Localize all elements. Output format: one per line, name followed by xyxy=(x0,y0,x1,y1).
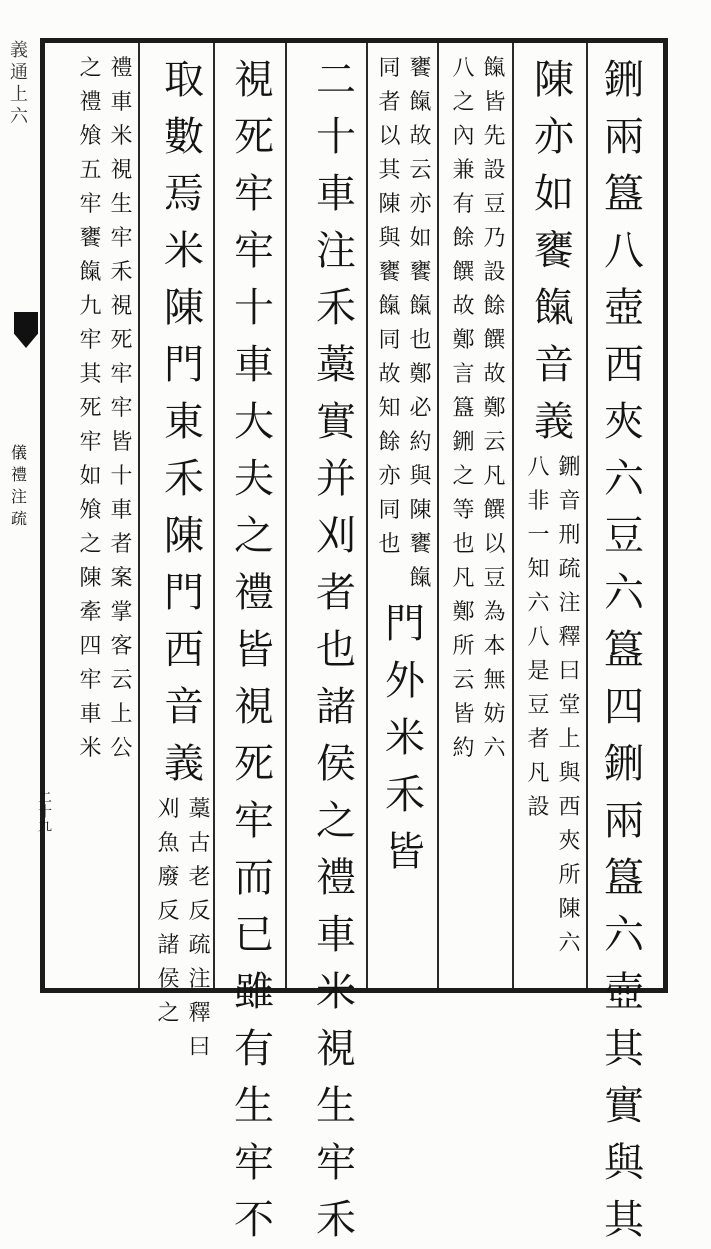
commentary-char: 牢 xyxy=(110,396,133,421)
commentary-char: 餼 xyxy=(409,90,432,115)
main-char: 車 xyxy=(234,342,274,388)
commentary-char: 饔 xyxy=(378,260,401,285)
commentary-char: 侯 xyxy=(157,967,180,992)
commentary-char: 古 xyxy=(188,831,211,856)
main-char: 視 xyxy=(234,57,274,103)
commentary-char: 死 xyxy=(79,396,102,421)
main-char: 門 xyxy=(164,342,204,388)
main-char: 禾 xyxy=(316,285,356,331)
margin-char: 義 xyxy=(10,40,28,61)
commentary-char: 掌 xyxy=(110,600,133,625)
column-rule xyxy=(285,43,287,988)
main-char: 兩 xyxy=(604,798,644,844)
commentary-char: 皆 xyxy=(110,430,133,455)
commentary-char: 也 xyxy=(452,532,475,557)
main-char: 與 xyxy=(604,1140,644,1186)
commentary-left xyxy=(449,52,478,982)
commentary-char: 知 xyxy=(527,557,550,582)
commentary-char: 所 xyxy=(452,634,475,659)
main-char: 鉶 xyxy=(604,741,644,787)
commentary-char: 案 xyxy=(110,566,133,591)
main-char: 生 xyxy=(316,1083,356,1129)
main-char: 夾 xyxy=(604,399,644,445)
commentary-char: 凡 xyxy=(527,761,550,786)
main-char: 如 xyxy=(534,171,574,217)
margin-char: 上 xyxy=(10,84,28,105)
main-char: 東 xyxy=(164,399,204,445)
commentary-char: 皆 xyxy=(452,702,475,727)
main-char: 米 xyxy=(316,969,356,1015)
commentary-char: 四 xyxy=(79,634,102,659)
commentary-char: 凡 xyxy=(452,566,475,591)
commentary-char: 視 xyxy=(110,294,133,319)
main-char: 禾 xyxy=(385,772,425,818)
commentary-char: 堂 xyxy=(558,693,581,718)
main-char: 門 xyxy=(385,601,425,647)
commentary-char: 乃 xyxy=(483,226,506,251)
commentary-char: 陳 xyxy=(409,498,432,523)
main-char: 牢 xyxy=(234,1140,274,1186)
commentary-char: 釋 xyxy=(188,1001,211,1026)
main-char: 并 xyxy=(316,456,356,502)
commentary-char: 廢 xyxy=(157,865,180,890)
commentary-char: 如 xyxy=(79,464,102,489)
commentary-char: 六 xyxy=(558,931,581,956)
commentary-char: 饔 xyxy=(409,532,432,557)
main-text-column xyxy=(308,52,364,1243)
commentary-char: 等 xyxy=(452,498,475,523)
main-char: 者 xyxy=(316,570,356,616)
commentary-char: 豆 xyxy=(483,192,506,217)
commentary-char: 之 xyxy=(79,532,102,557)
main-char: 禾 xyxy=(316,1197,356,1243)
commentary-char: 饌 xyxy=(483,498,506,523)
commentary-char: 也 xyxy=(378,532,401,557)
commentary-char: 亦 xyxy=(409,192,432,217)
commentary-char: 凡 xyxy=(483,464,506,489)
main-char: 簋 xyxy=(604,171,644,217)
commentary-char: 曰 xyxy=(558,659,581,684)
commentary-char: 牢 xyxy=(79,192,102,217)
commentary-char: 上 xyxy=(110,702,133,727)
commentary-char: 餼 xyxy=(409,566,432,591)
commentary-char: 反 xyxy=(188,899,211,924)
commentary-char: 故 xyxy=(378,362,401,387)
margin-char: 六 xyxy=(10,106,28,127)
commentary-char: 約 xyxy=(409,430,432,455)
main-char: 其 xyxy=(604,1197,644,1243)
main-char: 米 xyxy=(164,228,204,274)
commentary-char: 其 xyxy=(79,362,102,387)
commentary-char: 牢 xyxy=(79,430,102,455)
commentary-char: 餼 xyxy=(79,260,102,285)
commentary-char: 生 xyxy=(110,192,133,217)
main-char: 米 xyxy=(385,715,425,761)
main-char: 不 xyxy=(234,1197,274,1243)
mixed-column xyxy=(154,52,214,1060)
commentary-char: 者 xyxy=(527,727,550,752)
commentary-char: 視 xyxy=(110,158,133,183)
commentary-char: 兼 xyxy=(452,158,475,183)
commentary-char: 飧 xyxy=(79,498,102,523)
main-char: 四 xyxy=(604,684,644,730)
page-number: 二十九 xyxy=(36,790,52,832)
main-char: 實 xyxy=(316,399,356,445)
column-rule xyxy=(512,43,514,988)
commentary-char: 非 xyxy=(527,489,550,514)
commentary-char: 禾 xyxy=(110,260,133,285)
commentary-char: 餼 xyxy=(378,294,401,319)
commentary-char: 注 xyxy=(558,591,581,616)
commentary-char: 藁 xyxy=(188,797,211,822)
main-char: 亦 xyxy=(534,114,574,160)
commentary-char: 曰 xyxy=(188,1035,211,1060)
main-char: 而 xyxy=(234,855,274,901)
main-char: 鉶 xyxy=(604,57,644,103)
commentary-char: 豆 xyxy=(483,566,506,591)
commentary-char: 其 xyxy=(378,158,401,183)
main-char: 六 xyxy=(604,456,644,502)
commentary-char: 饔 xyxy=(409,260,432,285)
commentary-char: 言 xyxy=(452,362,475,387)
main-text-tail xyxy=(377,596,433,881)
commentary-char: 鄭 xyxy=(452,600,475,625)
main-char: 豆 xyxy=(604,513,644,559)
commentary-char: 云 xyxy=(409,158,432,183)
title-char: 注 xyxy=(10,487,27,506)
main-char: 音 xyxy=(164,684,204,730)
commentary-char: 飧 xyxy=(79,124,102,149)
main-char: 義 xyxy=(534,399,574,445)
main-char: 餼 xyxy=(534,285,574,331)
commentary-char: 云 xyxy=(452,668,475,693)
main-text-column xyxy=(226,52,282,1243)
commentary-char: 車 xyxy=(110,90,133,115)
commentary-char: 妨 xyxy=(483,702,506,727)
main-char: 壺 xyxy=(604,285,644,331)
commentary-char: 疏 xyxy=(188,933,211,958)
main-char: 皆 xyxy=(385,829,425,875)
main-char: 視 xyxy=(316,1026,356,1072)
main-char: 死 xyxy=(234,114,274,160)
commentary-char: 本 xyxy=(483,634,506,659)
commentary-char: 牢 xyxy=(79,328,102,353)
main-char: 西 xyxy=(164,627,204,673)
main-char: 其 xyxy=(604,1026,644,1072)
main-char: 死 xyxy=(234,741,274,787)
commentary-char: 鄭 xyxy=(452,328,475,353)
title-char: 禮 xyxy=(10,465,27,484)
main-char: 之 xyxy=(234,513,274,559)
commentary-char: 鄭 xyxy=(483,396,506,421)
commentary-char: 之 xyxy=(452,90,475,115)
main-char: 皆 xyxy=(234,627,274,673)
main-char: 生 xyxy=(234,1083,274,1129)
commentary-char: 之 xyxy=(79,56,102,81)
commentary-char: 十 xyxy=(110,464,133,489)
commentary-char: 禮 xyxy=(79,90,102,115)
commentary-char: 餘 xyxy=(483,294,506,319)
main-char: 門 xyxy=(164,570,204,616)
commentary-char: 鉶 xyxy=(452,430,475,455)
commentary-char: 餘 xyxy=(452,226,475,251)
commentary-char: 必 xyxy=(409,396,432,421)
commentary-pair xyxy=(449,52,509,982)
main-char: 車 xyxy=(316,912,356,958)
main-char: 陳 xyxy=(164,513,204,559)
commentary-char: 知 xyxy=(378,396,401,421)
commentary-char: 陳 xyxy=(378,192,401,217)
main-char: 禮 xyxy=(234,570,274,616)
commentary-char: 諸 xyxy=(157,933,180,958)
commentary-char: 上 xyxy=(558,727,581,752)
commentary-char: 饔 xyxy=(79,226,102,251)
commentary-char: 餼 xyxy=(409,294,432,319)
commentary-char: 八 xyxy=(527,455,550,480)
commentary-char: 云 xyxy=(110,668,133,693)
commentary-left xyxy=(154,793,183,1065)
commentary-char: 饔 xyxy=(409,56,432,81)
commentary-char: 釋 xyxy=(558,625,581,650)
commentary-char: 豆 xyxy=(527,693,550,718)
commentary-char: 公 xyxy=(110,736,133,761)
column-rule xyxy=(366,43,368,988)
commentary-char: 同 xyxy=(378,56,401,81)
commentary-right xyxy=(406,52,435,596)
commentary-char: 是 xyxy=(527,659,550,684)
commentary-char: 者 xyxy=(378,90,401,115)
main-char: 車 xyxy=(316,171,356,217)
commentary-left xyxy=(76,52,105,982)
commentary-char: 鉶 xyxy=(558,455,581,480)
main-char: 刈 xyxy=(316,513,356,559)
commentary-char: 故 xyxy=(452,294,475,319)
margin-char: 通 xyxy=(10,62,28,83)
main-char: 藁 xyxy=(316,342,356,388)
commentary-char: 反 xyxy=(157,899,180,924)
commentary-char: 與 xyxy=(378,226,401,251)
main-char: 侯 xyxy=(316,741,356,787)
commentary-char: 設 xyxy=(527,795,550,820)
commentary-char: 客 xyxy=(110,634,133,659)
main-char: 義 xyxy=(164,741,204,787)
commentary-char: 與 xyxy=(558,761,581,786)
title-char: 儀 xyxy=(10,443,27,462)
commentary-char: 簋 xyxy=(452,396,475,421)
commentary-char: 以 xyxy=(483,532,506,557)
commentary-char: 注 xyxy=(188,967,211,992)
commentary-char: 牢 xyxy=(110,362,133,387)
main-char: 牢 xyxy=(316,1140,356,1186)
main-char: 陳 xyxy=(534,57,574,103)
mixed-column xyxy=(374,52,436,982)
main-char: 有 xyxy=(234,1026,274,1072)
commentary-char: 以 xyxy=(378,124,401,149)
mixed-column xyxy=(524,52,584,982)
commentary-char: 設 xyxy=(483,260,506,285)
main-char: 已 xyxy=(234,912,274,958)
commentary-char: 牢 xyxy=(110,226,133,251)
main-char: 取 xyxy=(164,57,204,103)
main-char: 簋 xyxy=(604,627,644,673)
main-char: 雖 xyxy=(234,969,274,1015)
main-char: 數 xyxy=(164,114,204,160)
commentary-char: 饌 xyxy=(452,260,475,285)
main-char: 壺 xyxy=(604,969,644,1015)
commentary-char: 如 xyxy=(409,226,432,251)
commentary-char: 魚 xyxy=(157,831,180,856)
commentary-char: 約 xyxy=(452,736,475,761)
main-char: 十 xyxy=(234,285,274,331)
commentary-char: 刈 xyxy=(157,797,180,822)
main-char: 六 xyxy=(604,570,644,616)
main-text-column xyxy=(596,52,652,1243)
main-char: 簋 xyxy=(604,855,644,901)
main-char: 饔 xyxy=(534,228,574,274)
main-char: 牢 xyxy=(234,228,274,274)
book-title xyxy=(4,440,34,528)
title-char: 疏 xyxy=(10,509,27,528)
commentary-char: 與 xyxy=(409,464,432,489)
commentary-char: 八 xyxy=(452,56,475,81)
main-char: 二 xyxy=(316,57,356,103)
main-char: 外 xyxy=(385,658,425,704)
commentary-char: 之 xyxy=(157,1001,180,1026)
commentary-char: 死 xyxy=(110,328,133,353)
commentary-char: 五 xyxy=(79,158,102,183)
commentary-char: 米 xyxy=(79,736,102,761)
main-char: 牢 xyxy=(234,798,274,844)
main-char: 注 xyxy=(316,228,356,274)
commentary-char: 西 xyxy=(558,795,581,820)
commentary-char: 八 xyxy=(527,625,550,650)
commentary-left xyxy=(375,52,404,596)
commentary-char: 所 xyxy=(558,863,581,888)
commentary-char: 為 xyxy=(483,600,506,625)
commentary-char: 米 xyxy=(110,124,133,149)
commentary-char: 亦 xyxy=(378,464,401,489)
commentary-char: 故 xyxy=(483,362,506,387)
commentary-char: 鄭 xyxy=(409,362,432,387)
commentary-char: 牢 xyxy=(79,668,102,693)
commentary-char: 六 xyxy=(483,736,506,761)
commentary-char: 一 xyxy=(527,523,550,548)
commentary-char: 饌 xyxy=(483,328,506,353)
main-char: 禾 xyxy=(164,456,204,502)
commentary-char: 同 xyxy=(378,498,401,523)
column-rule xyxy=(437,43,439,988)
commentary-right xyxy=(185,793,214,1065)
main-char: 音 xyxy=(534,342,574,388)
commentary-right xyxy=(480,52,509,982)
commentary-char: 九 xyxy=(79,294,102,319)
column-rule xyxy=(138,43,140,988)
commentary-char: 陳 xyxy=(79,566,102,591)
commentary-char: 車 xyxy=(110,498,133,523)
main-char: 牢 xyxy=(234,171,274,217)
commentary-char: 餼 xyxy=(483,56,506,81)
commentary-char: 故 xyxy=(409,124,432,149)
main-char: 焉 xyxy=(164,171,204,217)
commentary-char: 刑 xyxy=(558,523,581,548)
column-rule xyxy=(586,43,588,988)
main-char: 禮 xyxy=(316,855,356,901)
main-char: 之 xyxy=(316,798,356,844)
commentary-char: 內 xyxy=(452,124,475,149)
commentary-char: 同 xyxy=(378,328,401,353)
commentary-char: 牽 xyxy=(79,600,102,625)
commentary-char: 之 xyxy=(452,464,475,489)
commentary-char: 餘 xyxy=(378,430,401,455)
main-char: 夫 xyxy=(234,456,274,502)
commentary-char: 先 xyxy=(483,124,506,149)
commentary-char: 者 xyxy=(110,532,133,557)
main-char: 西 xyxy=(604,342,644,388)
main-char: 兩 xyxy=(604,114,644,160)
commentary-char: 無 xyxy=(483,668,506,693)
commentary-char: 有 xyxy=(452,192,475,217)
main-char: 實 xyxy=(604,1083,644,1129)
main-char: 八 xyxy=(604,228,644,274)
commentary-char: 六 xyxy=(527,591,550,616)
commentary-char: 也 xyxy=(409,328,432,353)
main-char: 視 xyxy=(234,684,274,730)
commentary-char: 皆 xyxy=(483,90,506,115)
commentary-char: 設 xyxy=(483,158,506,183)
main-char: 六 xyxy=(604,912,644,958)
main-char: 大 xyxy=(234,399,274,445)
commentary-char: 陳 xyxy=(558,897,581,922)
commentary-char: 疏 xyxy=(558,557,581,582)
commentary-char: 夾 xyxy=(558,829,581,854)
commentary-right xyxy=(107,52,136,982)
commentary-right xyxy=(555,451,584,961)
commentary-char: 禮 xyxy=(110,56,133,81)
commentary-char: 車 xyxy=(79,702,102,727)
main-char: 十 xyxy=(316,114,356,160)
commentary-char: 音 xyxy=(558,489,581,514)
main-char: 陳 xyxy=(164,285,204,331)
commentary-pair xyxy=(76,52,136,982)
main-char: 諸 xyxy=(316,684,356,730)
main-char: 也 xyxy=(316,627,356,673)
commentary-left xyxy=(524,451,553,961)
commentary-char: 老 xyxy=(188,865,211,890)
commentary-char: 云 xyxy=(483,430,506,455)
